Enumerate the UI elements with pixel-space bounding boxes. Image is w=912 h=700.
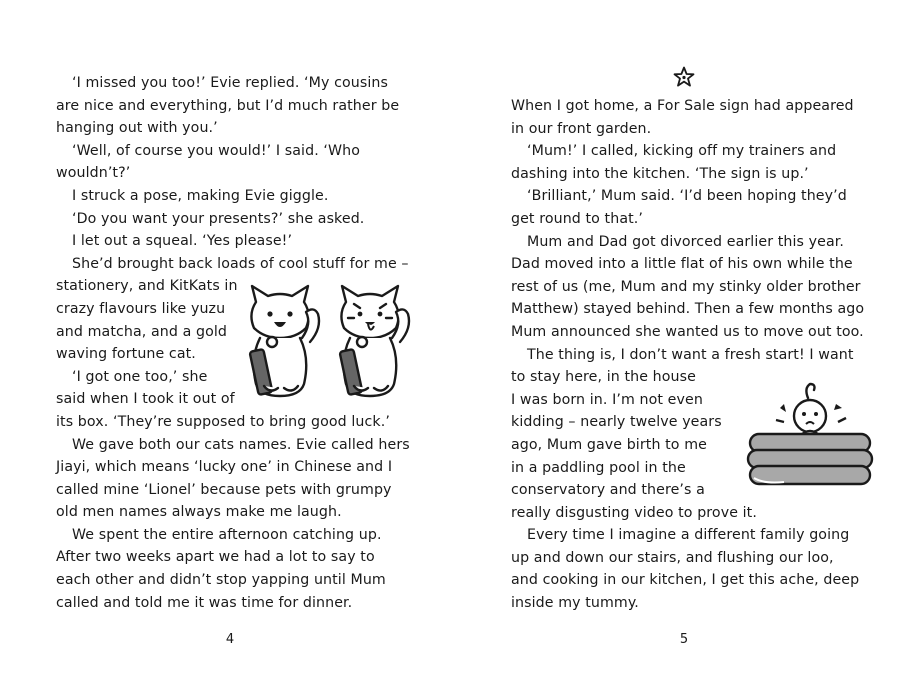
text-line: hanging out with you.’ — [56, 120, 218, 137]
text-line: We gave both our cats names. Evie called hers — [72, 436, 410, 453]
text-line: ‘Brilliant,’ Mum said. ‘I’d been hoping they’d — [527, 188, 847, 205]
text-line: dashing into the kitchen. ‘The sign is up.’ — [511, 165, 809, 182]
right-page — [456, 0, 912, 700]
baby-pool-illustration — [744, 378, 876, 496]
text-line: ‘I missed you too!’ Evie replied. ‘My cousins — [72, 75, 388, 91]
text-line: stationery, and KitKats in — [56, 278, 238, 295]
text-line: in our front garden. — [511, 120, 652, 137]
text-line: each other and didn’t stop yapping until Mum — [56, 572, 386, 589]
star-icon — [673, 66, 695, 88]
text-line: to stay here, in the house — [511, 369, 696, 386]
text-line: crazy flavours like yuzu — [56, 300, 226, 317]
text-line: called and told me it was time for dinner. — [56, 594, 353, 611]
fortune-cats-illustration — [240, 284, 418, 400]
text-line: When I got home, a For Sale sign had appeared — [511, 98, 854, 114]
text-line: inside my tummy. — [511, 595, 639, 612]
text-line: in a paddling pool in the — [511, 459, 686, 476]
text-line: The thing is, I don’t want a fresh start! I want — [527, 346, 854, 363]
text-line: Mum and Dad got divorced earlier this year. — [527, 233, 845, 250]
text-line: I struck a pose, making Evie giggle. — [72, 187, 329, 204]
text-line: Mum announced she wanted us to move out too. — [511, 323, 864, 340]
text-line: kidding – nearly twelve years — [511, 414, 722, 431]
text-line: and cooking in our kitchen, I get this ache, deep — [511, 572, 860, 589]
text-line: up and down our stairs, and flushing our loo, — [511, 549, 834, 566]
text-line: are nice and everything, but I’d much rather be — [56, 97, 400, 114]
text-line: ‘Mum!’ I called, kicking off my trainers and — [527, 143, 837, 160]
text-line: I was born in. I’m not even — [511, 391, 703, 408]
text-line: Dad moved into a little flat of his own while the — [511, 256, 853, 273]
text-line: We spent the entire afternoon catching up. — [72, 526, 382, 543]
text-line: Matthew) stayed behind. Then a few months ago — [511, 301, 865, 318]
text-line: and matcha, and a gold — [56, 323, 228, 340]
text-line: wouldn’t?’ — [56, 165, 131, 182]
text-line: rest of us (me, Mum and my stinky older brother — [511, 278, 861, 295]
text-line: called mine ‘Lionel’ because pets with grumpy — [56, 481, 392, 498]
text-line: Jiayi, which means ‘lucky one’ in Chinese and I — [56, 459, 393, 476]
text-line: After two weeks apart we had a lot to say to — [56, 549, 375, 566]
text-line: ‘I got one too,’ she — [72, 368, 208, 385]
text-line: ‘Do you want your presents?’ she asked. — [72, 210, 365, 227]
text-line: get round to that.’ — [511, 210, 643, 227]
text-line: I let out a squeal. ‘Yes please!’ — [72, 233, 293, 250]
text-line: She’d brought back loads of cool stuff for me – — [72, 255, 409, 272]
page-number: 4 — [225, 632, 235, 647]
text-line: ‘Well, of course you would!’ I said. ‘Who — [72, 142, 361, 159]
text-line: old men names always make me laugh. — [56, 504, 342, 521]
text-line: really disgusting video to prove it. — [511, 504, 757, 521]
page-number: 5 — [679, 632, 689, 647]
text-line: its box. ‘They’re supposed to bring good luck.’ — [56, 413, 390, 430]
text-line: waving fortune cat. — [56, 346, 196, 363]
text-line: Every time I imagine a different family going — [527, 527, 850, 544]
text-line: conservatory and there’s a — [511, 482, 705, 499]
text-line: ago, Mum gave birth to me — [511, 436, 707, 453]
right-page-text — [511, 95, 865, 615]
text-line: said when I took it out of — [56, 391, 235, 408]
